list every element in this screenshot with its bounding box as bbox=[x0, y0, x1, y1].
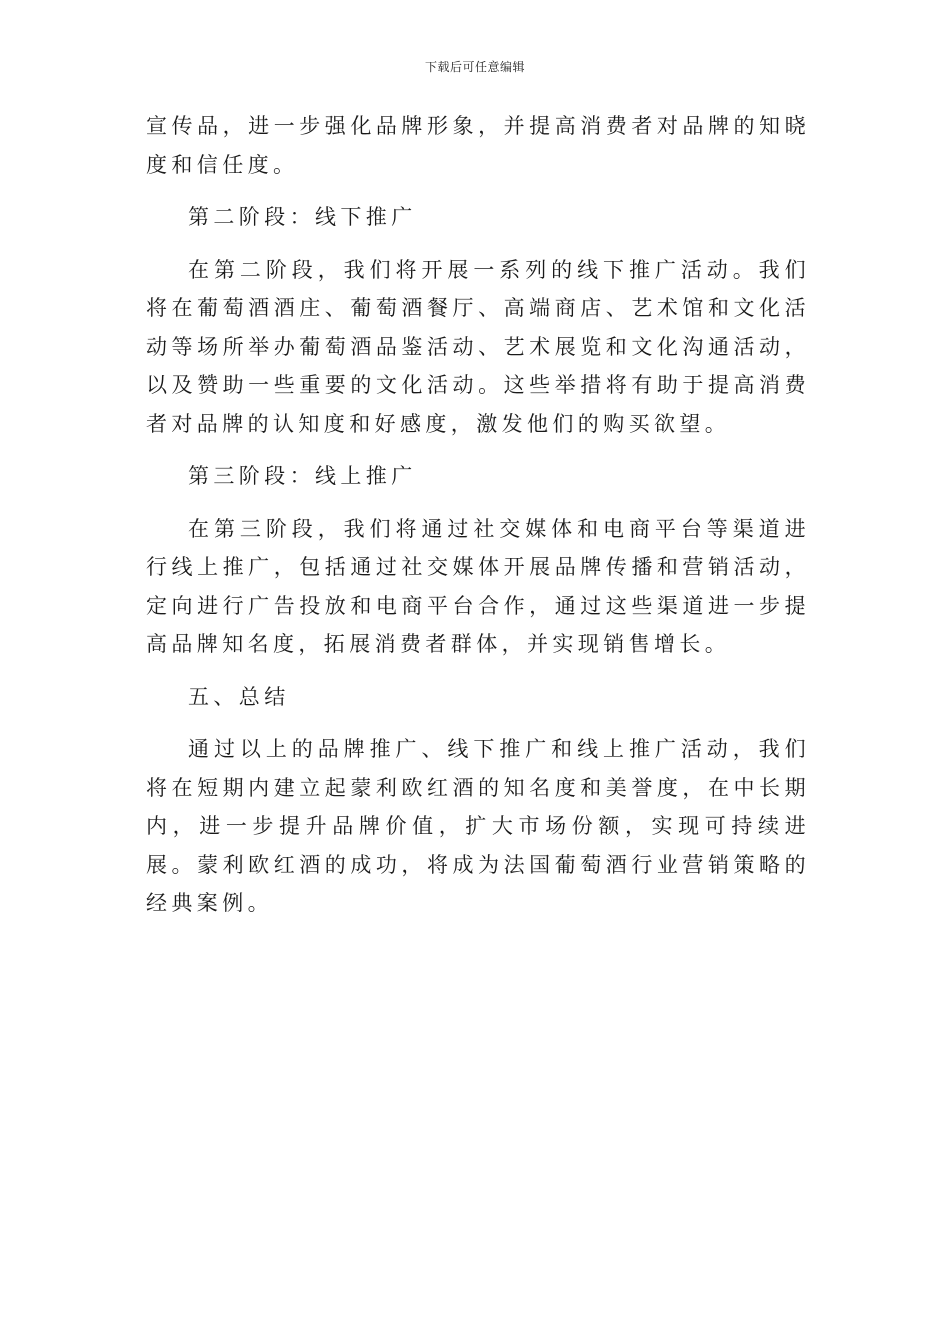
paragraph-summary: 通过以上的品牌推广、线下推广和线上推广活动，我们将在短期内建立起蒙利欧红酒的知名度和美誉度，在中长期内，进一步提升品牌价值，扩大市场份额，实现可持续进展。蒙利欧红酒的成功，将成为法国葡萄酒行业营销策略的经典案例。 bbox=[146, 737, 810, 915]
paragraph-continuation: 宣传品，进一步强化品牌形象，并提高消费者对品牌的知晓度和信任度。 bbox=[146, 114, 810, 177]
heading-summary: 五、总结 bbox=[188, 684, 290, 709]
paragraph-stage-two: 在第二阶段，我们将开展一系列的线下推广活动。我们将在葡萄酒酒庄、葡萄酒餐厅、高端商店、艺术馆和文化活动等场所举办葡萄酒品鉴活动、艺术展览和文化沟通活动，以及赞助一些重要的文化活动。这些举措将有助于提高消费者对品牌的认知度和好感度，激发他们的购买欲望。 bbox=[146, 257, 810, 436]
document-body bbox=[146, 107, 810, 937]
heading-stage-three: 第三阶段：线上推广 bbox=[188, 464, 417, 488]
page-header: 下载后可任意编辑 bbox=[424, 60, 525, 74]
paragraph-stage-three: 在第三阶段，我们将通过社交媒体和电商平台等渠道进行线上推广，包括通过社交媒体开展品牌传播和营销活动，定向进行广告投放和电商平台合作，通过这些渠道进一步提高品牌知名度，拓展消费者群体，并实现销售增长。 bbox=[146, 516, 810, 656]
heading-stage-two: 第二阶段：线下推广 bbox=[188, 205, 417, 229]
